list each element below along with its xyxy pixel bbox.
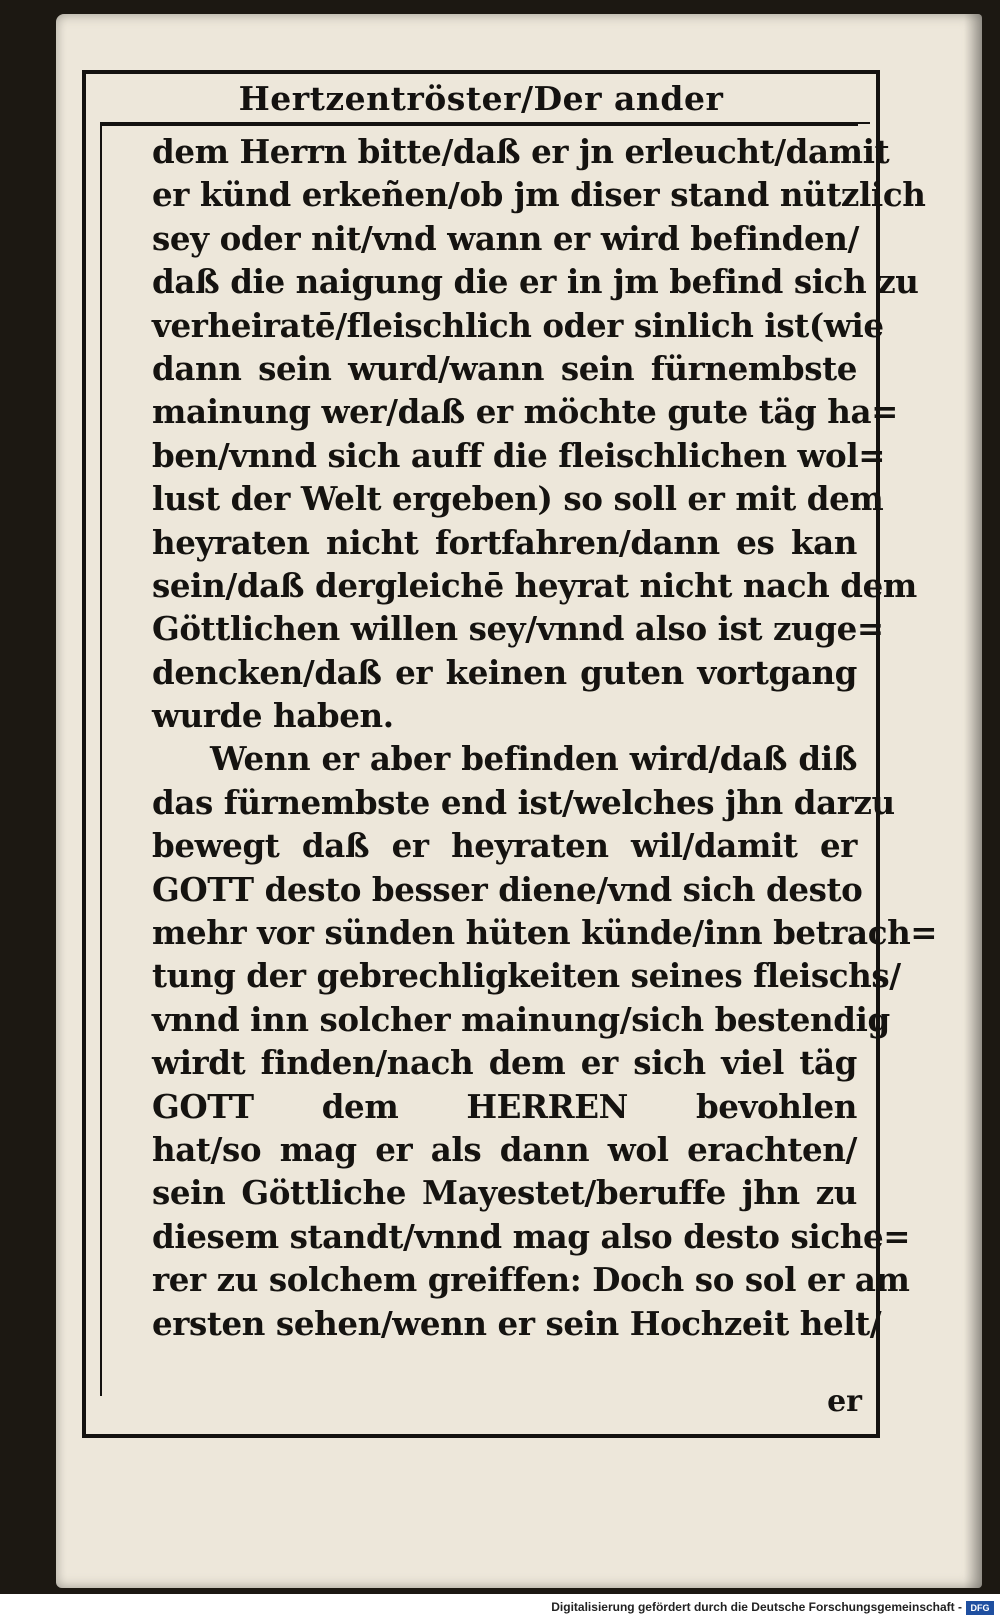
text-line: diesem standt/vnnd mag also desto siche=	[152, 1216, 911, 1256]
footer-strip	[0, 1594, 1000, 1620]
text-line: lust der Welt ergeben) so soll er mit dem	[152, 479, 884, 519]
text-line: rer zu solchem greiffen: Doch so sol er am	[152, 1260, 910, 1300]
text-line: sein Göttliche Mayestet/beruffe jhn zu	[152, 1173, 857, 1213]
text-line: hat/so mag er als dann wol erachten/	[152, 1129, 857, 1169]
text-line: tung der gebrechligkeiten seines fleischs/	[152, 956, 901, 996]
text-line: wurde haben.	[152, 696, 394, 736]
text-line: heyraten nicht fortfahren/dann es kan	[152, 522, 857, 562]
digitization-credit: Digitalisierung gefördert durch die Deutsche Forschungsgemeinschaft -	[551, 1600, 962, 1614]
page-edge-shadow	[964, 14, 982, 1588]
text-block	[152, 130, 938, 1345]
text-line: mainung wer/daß er möchte gute täg ha=	[152, 392, 898, 432]
running-head: Hertzentröster/Der ander	[238, 79, 724, 118]
text-line: Göttlichen willen sey/vnnd also ist zuge=	[152, 609, 884, 649]
text-line: sein/daß dergleichē heyrat nicht nach dem	[152, 565, 917, 605]
text-line: sey oder nit/vnd wann er wird befinden/	[152, 218, 859, 258]
text-line: er künd erkeñen/ob jm diser stand nützlich	[152, 175, 926, 215]
text-line: wirdt finden/nach dem er sich viel täg	[152, 1043, 857, 1083]
text-line: bewegt daß er heyraten wil/damit er	[152, 826, 857, 866]
text-line: verheiratē/fleischlich oder sinlich ist(wie	[152, 305, 884, 345]
text-line: vnnd inn solcher mainung/sich bestendig	[152, 999, 890, 1039]
text-line: ersten sehen/wenn er sein Hochzeit helt/	[152, 1303, 882, 1343]
text-line: dem Herrn bitte/daß er jn erleucht/damit	[152, 132, 890, 171]
text-line: das fürnembste end ist/welches jhn darzu	[152, 782, 895, 822]
page-frame	[82, 70, 938, 1438]
text-line: daß die naigung die er in jm befind sich zu	[152, 262, 919, 302]
text-line: dann sein wurd/wann sein fürnembste	[152, 348, 857, 388]
text-line: GOTT dem HERREN bevohlen	[152, 1086, 857, 1126]
text-line: GOTT desto besser diene/vnd sich desto	[152, 869, 863, 909]
text-line: mehr vor sünden hüten künde/inn betrach=	[152, 913, 938, 953]
text-line: Wenn er aber befinden wird/daß diß	[210, 739, 857, 779]
catchword: er	[827, 1384, 862, 1419]
text-line: ben/vnnd sich auff die fleischlichen wol=	[152, 435, 886, 475]
text-line: dencken/daß er keinen guten vortgang	[152, 652, 857, 692]
dfg-logo: DFG	[966, 1601, 994, 1615]
